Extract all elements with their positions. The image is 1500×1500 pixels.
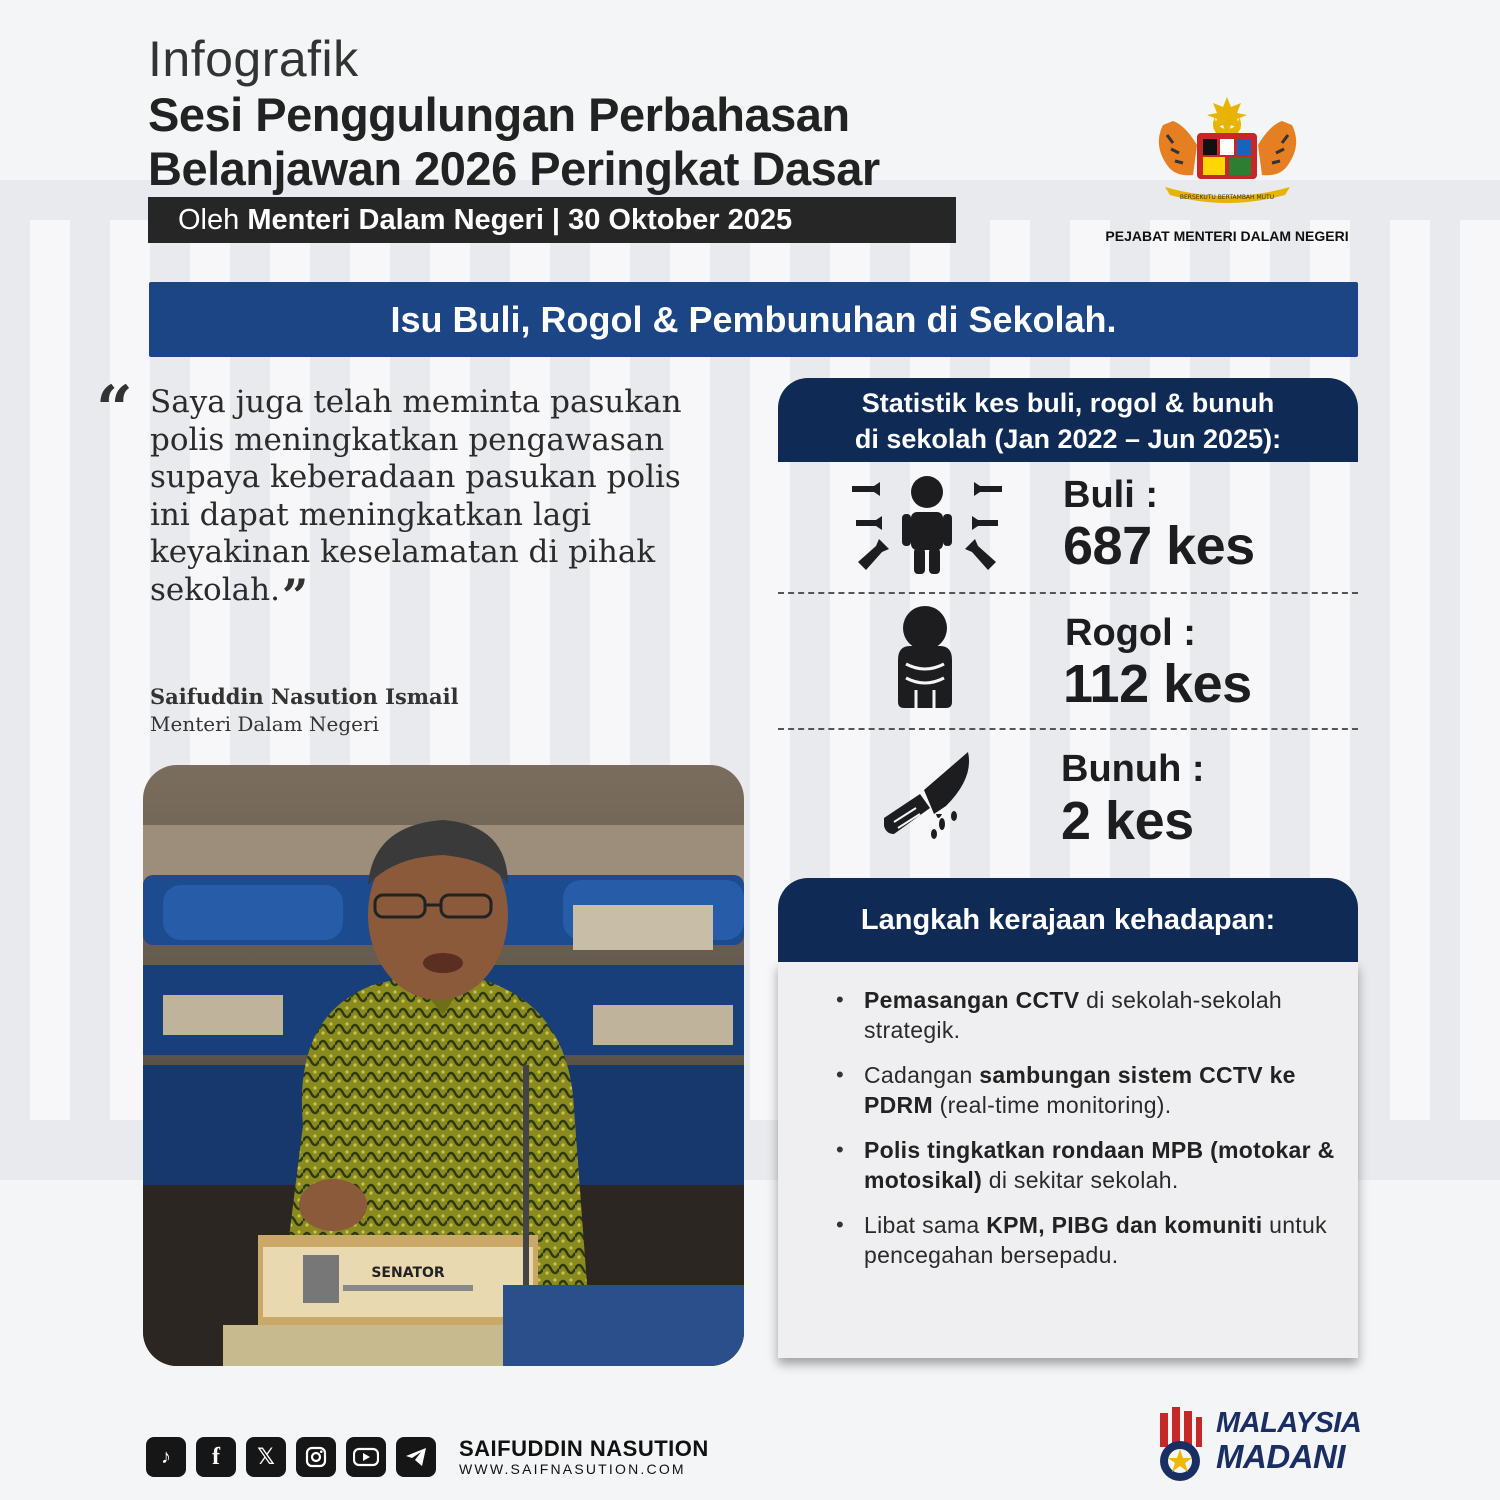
crouching-victim-icon (890, 604, 960, 710)
open-quote-icon: “ (96, 372, 133, 447)
telegram-icon[interactable] (396, 1437, 436, 1477)
page-title (148, 88, 880, 196)
stat-label-rogol: Rogol : (1065, 612, 1196, 654)
langkah-list (836, 985, 1336, 1285)
title-line-2: Belanjawan 2026 Peringkat Dasar (148, 142, 880, 195)
quote-block (150, 384, 710, 623)
topic-banner: Isu Buli, Rogol & Pembunuhan di Sekolah. (149, 282, 1358, 357)
stats-heading-line-2: di sekolah (Jan 2022 – Jun 2025): (854, 424, 1282, 454)
byline-prefix: Oleh (178, 204, 240, 236)
byline-strong: Menteri Dalam Negeri | 30 Oktober 2025 (247, 204, 793, 236)
divider (778, 728, 1358, 730)
stat-label-buli: Buli : (1063, 474, 1158, 516)
footer-website[interactable]: WWW.SAIFNASUTION.COM (459, 1461, 686, 1477)
byline-bar (148, 197, 956, 243)
x-icon[interactable]: 𝕏 (246, 1437, 286, 1477)
tiktok-icon[interactable]: ♪ (146, 1437, 186, 1477)
svg-text:SENATOR: SENATOR (371, 1265, 445, 1281)
youtube-icon[interactable] (346, 1437, 386, 1477)
bloody-knife-icon (880, 748, 976, 844)
close-quote-icon: ” (281, 568, 309, 623)
list-item: • Pemasangan CCTV di sekolah-sekolah strategik. (836, 985, 1336, 1045)
list-item: • Libat sama KPM, PIBG dan komuniti untuk pencegahan bersepadu. (836, 1210, 1336, 1270)
stat-label-bunuh: Bunuh : (1061, 748, 1205, 790)
speaker-name: Saifuddin Nasution Ismail (150, 684, 459, 709)
office-caption: PEJABAT MENTERI DALAM NEGERI (1105, 228, 1349, 244)
langkah-heading: Langkah kerajaan kehadapan: (778, 878, 1358, 962)
coat-of-arms-icon (1145, 95, 1310, 205)
svg-text:BERSEKUTU BERTAMBAH MUTU: BERSEKUTU BERTAMBAH MUTU (1179, 194, 1275, 201)
title-line-1: Sesi Penggulungan Perbahasan (148, 88, 850, 141)
stats-heading (778, 378, 1358, 462)
minister-photo (143, 765, 744, 1366)
stat-value-buli: 687 kes (1063, 516, 1255, 576)
stats-heading-line-1: Statistik kes buli, rogol & bunuh (861, 388, 1275, 418)
divider (778, 592, 1358, 594)
facebook-icon[interactable]: f (196, 1437, 236, 1477)
list-item: • Polis tingkatkan rondaan MPB (motokar & motosikal) di sekitar sekolah. (836, 1135, 1336, 1195)
bullying-icon (848, 472, 1006, 576)
instagram-icon[interactable] (296, 1437, 336, 1477)
quote-text: Saya juga telah meminta pasukan polis meningkatkan pengawasan supaya keberadaan pasukan polis ini dapat meningkatkan lagi keyakinan keselamatan di pihak sekolah. (150, 384, 682, 608)
madani-logo-icon (1150, 1403, 1210, 1483)
stat-value-bunuh: 2 kes (1061, 791, 1194, 851)
brand-line-1: MALAYSIA (1216, 1407, 1362, 1439)
stat-value-rogol: 112 kes (1063, 654, 1252, 714)
brand-line-2: MADANI (1216, 1438, 1345, 1475)
speaker-role: Menteri Dalam Negeri (150, 712, 379, 736)
footer-name: SAIFUDDIN NASUTION (459, 1436, 709, 1461)
list-item: • Cadangan sambungan sistem CCTV ke PDRM (real-time monitoring). (836, 1060, 1336, 1120)
infographic-label: Infografik (148, 31, 359, 87)
